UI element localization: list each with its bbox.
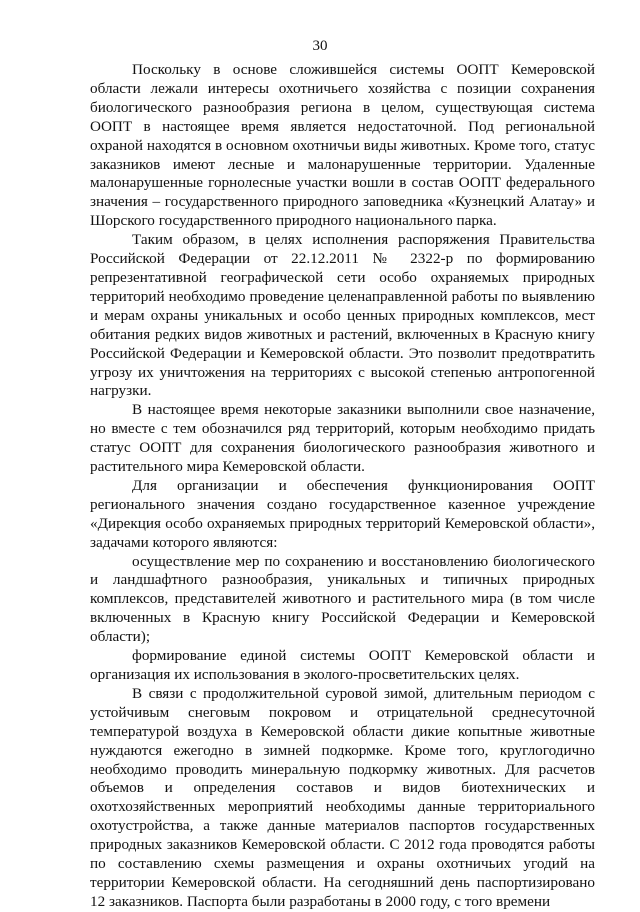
paragraph-winter-feeding: В связи с продолжительной суровой зимой, длительным периодом с устойчивым снеговым покровом и отрицательной среднесуточной температурой воздуха в Кемеровской области дикие копытные животные нуждаются ежегодно в зимней подкормке. Кроме того, круглогодично необходимо проводить минеральную подкормку животных. Для расчетов объемов и определения составов и видов биотехнических и охотхозяйственных мероприятий необходимы данные территориального охотустройства, а также данные материалов паспортов государственных природных заказников Кемеровской области. С 2012 года проводятся работы по составлению схемы размещения и охраны охотничьих угодий на территории Кемеровской области. На сегодняшний день паспортизировано 12 заказников. Паспорта были разработаны в 2000 году, с того времени [90, 684, 595, 910]
paragraph-task-conservation: осуществление мер по сохранению и восстановлению биологического и ландшафтного разнообразия, уникальных и типичных природных комплексов, представителей животного и растительного мира (в том числе включенных в Красную книгу Российской Федерации и Кемеровской области); [90, 552, 595, 646]
paragraph-ootp-system: Поскольку в основе сложившейся системы ООПТ Кемеровской области лежали интересы охотничьего хозяйства с позиции сохранения биологического разнообразия региона в целом, существующая система ООПТ в настоящее время является недостаточной. Под региональной охраной находятся в основном охотничьи виды животных. Кроме того, статус заказников имеют лесные и малонарушенные территории. Удаленные малонарушенные горнолесные участки вошли в состав ООПТ федерального значения – государственного природного заповедника «Кузнецкий Алатау» и Шорского государственного природного национального парка. [90, 61, 595, 230]
paragraph-directorate: Для организации и обеспечения функционирования ООПТ регионального значения создано государственное казенное учреждение «Дирекция особо охраняемых природных территорий Кемеровской области», задачами которого являются: [90, 476, 595, 551]
paragraph-task-unified-system: формирование единой системы ООПТ Кемеровской области и организация их использования в эколого-просветительских целях. [90, 647, 595, 683]
page-number: 30 [312, 38, 328, 54]
paragraph-reserves-status: В настоящее время некоторые заказники выполнили свое назначение, но вместе с тем обозначился ряд территорий, которым необходимо придать статус ООПТ для сохранения биологического разнообразия животного и растительного мира Кемеровской области. [90, 401, 595, 476]
paragraph-government-order: Таким образом, в целях исполнения распоряжения Правительства Российской Федерации от 22.12.2011 № 2322-р по формированию репрезентативной географической сети особо охраняемых природных территорий необходимо проведение целенаправленной работы по выявлению и мерам охраны уникальных и особо ценных природных комплексов, мест обитания редких видов животных и растений, включенных в Красную книгу Российской Федерации и Кемеровской области. Это позволит предотвратить угрозу их уничтожения на территориях с высокой степенью антропогенной нагрузки. [90, 231, 595, 400]
document-body [90, 61, 595, 912]
